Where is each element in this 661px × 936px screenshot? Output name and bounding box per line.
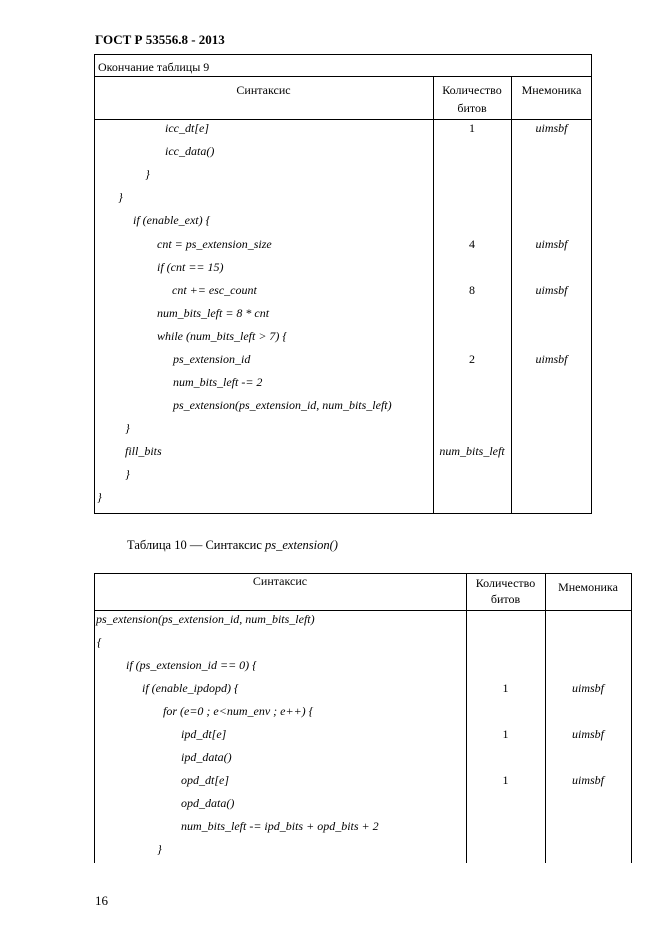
table-row: } [157, 842, 162, 856]
table-10-caption-name: ps_extension() [265, 538, 338, 552]
mnemonic-cell: uimsbf [535, 121, 568, 135]
table-row: } [118, 190, 123, 204]
table-row: if (ps_extension_id == 0) { [126, 658, 257, 672]
table-row: for (e=0 ; e<num_env ; e++) { [163, 704, 314, 718]
bits-cell: 4 [469, 237, 475, 251]
page-number: 16 [95, 893, 108, 908]
table-9-col-bits-line2: битов [457, 101, 487, 115]
table-row: opd_data() [181, 796, 235, 810]
table-10-caption [127, 538, 338, 553]
table-10-col-syntax: Синтаксис [252, 574, 308, 588]
mnemonic-cell: uimsbf [571, 681, 604, 695]
table-row: while (num_bits_left > 7) { [157, 329, 288, 343]
table-row: opd_dt[e] [181, 773, 229, 787]
mnemonic-cell: uimsbf [571, 773, 604, 787]
table-10-col-bits-line2: битов [490, 592, 521, 606]
bits-cell: 2 [469, 352, 475, 366]
mnemonic-cell: uimsbf [535, 352, 568, 366]
table-9-col-bits: Количество [442, 83, 502, 97]
table-9-col-mnemonic: Мнемоника [521, 83, 582, 97]
table-10-col-mnemonic: Мнемоника [558, 580, 618, 594]
document-header: ГОСТ Р 53556.8 - 2013 [95, 32, 225, 47]
table-row: ipd_data() [181, 750, 232, 764]
table-row: if (enable_ext) { [133, 213, 211, 227]
mnemonic-cell: uimsbf [571, 727, 604, 741]
table-row: num_bits_left = 8 * cnt [157, 306, 270, 320]
table-9-col-syntax: Синтаксис [236, 83, 291, 97]
table-row: ipd_dt[e] [181, 727, 227, 741]
table-row: num_bits_left -= 2 [173, 375, 263, 389]
table-row: } [125, 421, 130, 435]
table-row: fill_bits [125, 444, 162, 458]
table-row: if (enable_ipdopd) { [142, 681, 239, 695]
table-row: num_bits_left -= ipd_bits + opd_bits + 2 [181, 819, 379, 833]
bits-cell: 8 [469, 283, 475, 297]
table-row: ps_extension_id [173, 352, 251, 366]
table-row: icc_data() [165, 144, 215, 158]
mnemonic-cell: uimsbf [535, 283, 568, 297]
bits-cell: num_bits_left [439, 444, 505, 458]
table-row: cnt += esc_count [172, 283, 257, 297]
table-row: icc_dt[e] [165, 121, 209, 135]
table-10-caption-prefix: Таблица 10 — Синтаксис [127, 538, 266, 552]
table-row: } [145, 167, 150, 181]
bits-cell: 1 [502, 727, 509, 741]
table-row: cnt = ps_extension_size [157, 237, 272, 251]
bits-cell: 1 [469, 121, 475, 135]
table-row: ps_extension(ps_extension_id, num_bits_left) [96, 612, 315, 626]
table-9-continuation-label: Окончание таблицы 9 [98, 60, 210, 74]
table-row: { [97, 635, 102, 649]
table-row: ps_extension(ps_extension_id, num_bits_left) [173, 398, 392, 412]
mnemonic-cell: uimsbf [535, 237, 568, 251]
table-row: } [97, 490, 102, 504]
bits-cell: 1 [502, 681, 509, 695]
table-10-col-bits: Количество [475, 576, 536, 590]
bits-cell: 1 [502, 773, 509, 787]
table-row: } [125, 467, 130, 481]
table-row: if (cnt == 15) [157, 260, 224, 274]
